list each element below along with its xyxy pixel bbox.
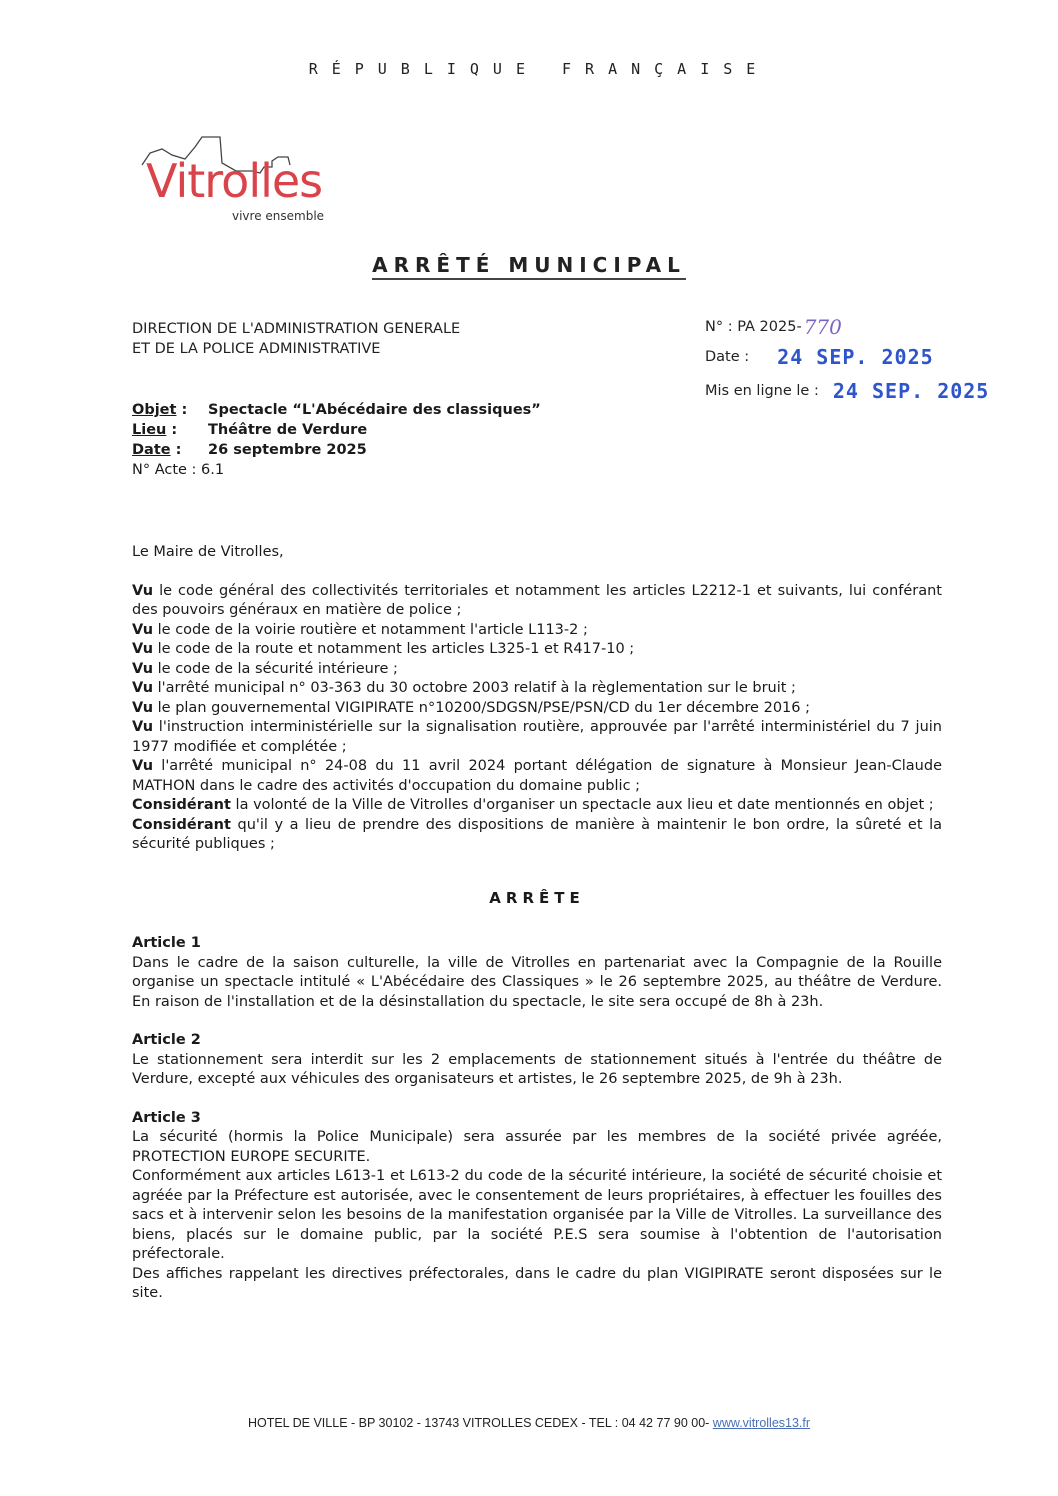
preamble-text: le code de la sécurité intérieure ; xyxy=(153,660,398,677)
article-paragraph: La sécurité (hormis la Police Municipale) sera assurée par les membres de la société privée agréée, PROTECTION EUROPE SECURITE. xyxy=(132,1129,942,1165)
preamble-text: l'arrêté municipal n° 24-08 du 11 avril 2024 portant délégation de signature à Monsieur Jean-Claude MATHON dans le cadre des activités d'occupation du domaine public ; xyxy=(132,758,942,794)
preamble-lead: Vu xyxy=(132,719,154,735)
preamble-item xyxy=(132,640,942,660)
preamble-lead: Vu xyxy=(132,699,154,716)
article-paragraph: Conformément aux articles L613-1 et L613-2 du code de la sécurité intérieure, la société de sécurité choisie et agréée par la Préfecture est autorisée, avec le consentement de leurs propriétaires, à effectuer les fouilles des sacs et à intervenir selon les besoins de la manifestation organisée par la Ville de Vitrolles. La surveillance des biens, placés sur le domaine public, par la société P.E.S sera soumise à l'obtention de l'autorisation préfectorale. xyxy=(132,1168,942,1262)
preamble-item xyxy=(132,816,942,855)
preamble-text: le code de la voirie routière et notamment l'article L113-2 ; xyxy=(153,621,588,638)
document-body xyxy=(132,543,942,1304)
event-date-value: 26 septembre 2025 xyxy=(208,442,367,458)
online-date-row xyxy=(705,376,1005,406)
article-title: Article 1 xyxy=(132,935,201,951)
preamble-text: le plan gouvernemental VIGIPIRATE n°10200/SDGSN/PSE/PSN/CD du 1er décembre 2016 ; xyxy=(153,699,810,716)
direction-line-2: ET DE LA POLICE ADMINISTRATIVE xyxy=(132,341,381,357)
preamble-item xyxy=(132,699,942,719)
online-date-label: Mis en ligne le : xyxy=(705,383,819,399)
date-stamp: 24 SEP. 2025 xyxy=(777,345,934,369)
online-date-stamp: 24 SEP. 2025 xyxy=(832,379,990,403)
lieu-label: Lieu xyxy=(132,422,167,438)
objet-value: Spectacle “L'Abécédaire des classiques” xyxy=(208,402,541,418)
footer-address: HOTEL DE VILLE - BP 30102 - 13743 VITROLLES CEDEX - TEL : 04 42 77 90 00- xyxy=(247,1416,710,1430)
republique-heading: RÉPUBLIQUE FRANÇAISE xyxy=(308,60,770,78)
reference-number-handwritten: 770 xyxy=(803,315,842,339)
issuing-direction xyxy=(132,319,460,359)
preamble-item xyxy=(132,757,942,796)
preamble-lead: Vu xyxy=(132,621,154,638)
preamble-list xyxy=(132,582,942,855)
article-paragraph: Des affiches rappelant les directives préfectorales, dans le cadre du plan VIGIPIRATE seront disposées sur le site. xyxy=(132,1265,942,1301)
date-label: Date : xyxy=(705,349,750,365)
preamble-text: qu'il y a lieu de prendre des dispositions de manière à maintenir le bon ordre, la sûreté et la sécurité publiques ; xyxy=(132,816,942,852)
document-title-text: ARRÊTÉ MUNICIPAL xyxy=(372,253,686,280)
preamble-lead: Considérant xyxy=(132,816,231,833)
preamble-lead: Vu xyxy=(132,660,154,677)
document-title xyxy=(0,253,1058,277)
article xyxy=(132,1109,942,1304)
reference-block xyxy=(705,312,1005,406)
article-title: Article 2 xyxy=(132,1032,201,1048)
article-paragraph: Dans le cadre de la saison culturelle, la ville de Vitrolles en partenariat avec la Compagnie de la Rouille organise un spectacle intitulé « L'Abécédaire des Classiques » le 26 septembre 2025, au théâtre de Verdure. En raison de l'installation et de la désinstallation du spectacle, le site sera occupé de 8h à 23h. xyxy=(132,954,942,1010)
preamble-lead: Vu xyxy=(132,758,154,774)
preamble-text: la volonté de la Ville de Vitrolles d'organiser un spectacle aux lieu et date mentionnés en objet ; xyxy=(230,797,934,813)
reference-number-label: N° : PA 2025- xyxy=(705,319,802,335)
footer xyxy=(0,1416,1058,1430)
preamble-lead: Vu xyxy=(132,582,154,599)
preamble-text: l'arrêté municipal n° 03-363 du 30 octobre 2003 relatif à la règlementation sur le bruit ; xyxy=(153,680,796,696)
preamble-item xyxy=(132,660,942,680)
article-paragraph: Le stationnement sera interdit sur les 2 emplacements de stationnement situés à l'entrée du théâtre de Verdure, excepté aux véhicules des organisateurs et artistes, le 26 septembre 2025, de 9h à 23h. xyxy=(132,1051,942,1087)
preamble-text: le code général des collectivités territoriales et notamment les articles L2212-1 et suivants, lui conférant des pouvoirs généraux en matière de police ; xyxy=(132,582,942,618)
articles xyxy=(132,934,942,1304)
preamble-text: le code de la route et notamment les articles L325-1 et R417-10 ; xyxy=(153,641,635,657)
logo-tagline: vivre ensemble xyxy=(232,209,325,223)
preamble-intro: Le Maire de Vitrolles, xyxy=(132,544,284,560)
reference-number-row xyxy=(705,312,1005,342)
direction-line-1: DIRECTION DE L'ADMINISTRATION GENERALE xyxy=(132,321,461,337)
lieu-value: Théâtre de Verdure xyxy=(208,422,368,438)
logo-wordmark: Vitrolles xyxy=(146,154,323,208)
article xyxy=(132,1031,942,1090)
decision-title: ARRÊTE xyxy=(489,888,585,907)
article xyxy=(132,934,942,1012)
event-date-label: Date xyxy=(132,442,171,458)
preamble-item xyxy=(132,582,942,621)
article-title: Article 3 xyxy=(132,1109,201,1126)
preamble-item xyxy=(132,679,942,699)
date-row xyxy=(705,342,1005,372)
preamble-lead: Vu xyxy=(132,641,154,657)
preamble-lead: Considérant xyxy=(132,797,231,813)
objet-label: Objet xyxy=(132,402,177,418)
preamble-item xyxy=(132,718,942,757)
subject-block: Objet : Spectacle “L'Abécédaire des classiques” Lieu : Théâtre de Verdure Date : 26 septembre 2025 N° Acte : 6.1 xyxy=(132,402,541,478)
preamble-item xyxy=(132,621,942,641)
preamble-item xyxy=(132,796,942,816)
preamble-lead: Vu xyxy=(132,680,154,696)
vitrolles-logo xyxy=(140,135,390,230)
acte-number: N° Acte : 6.1 xyxy=(132,462,225,478)
preamble-text: l'instruction interministérielle sur la signalisation routière, approuvée par l'arrêté interministériel du 7 juin 1977 modifiée et complétée ; xyxy=(132,719,942,755)
footer-website-link[interactable]: www.vitrolles13.fr xyxy=(712,1416,811,1430)
